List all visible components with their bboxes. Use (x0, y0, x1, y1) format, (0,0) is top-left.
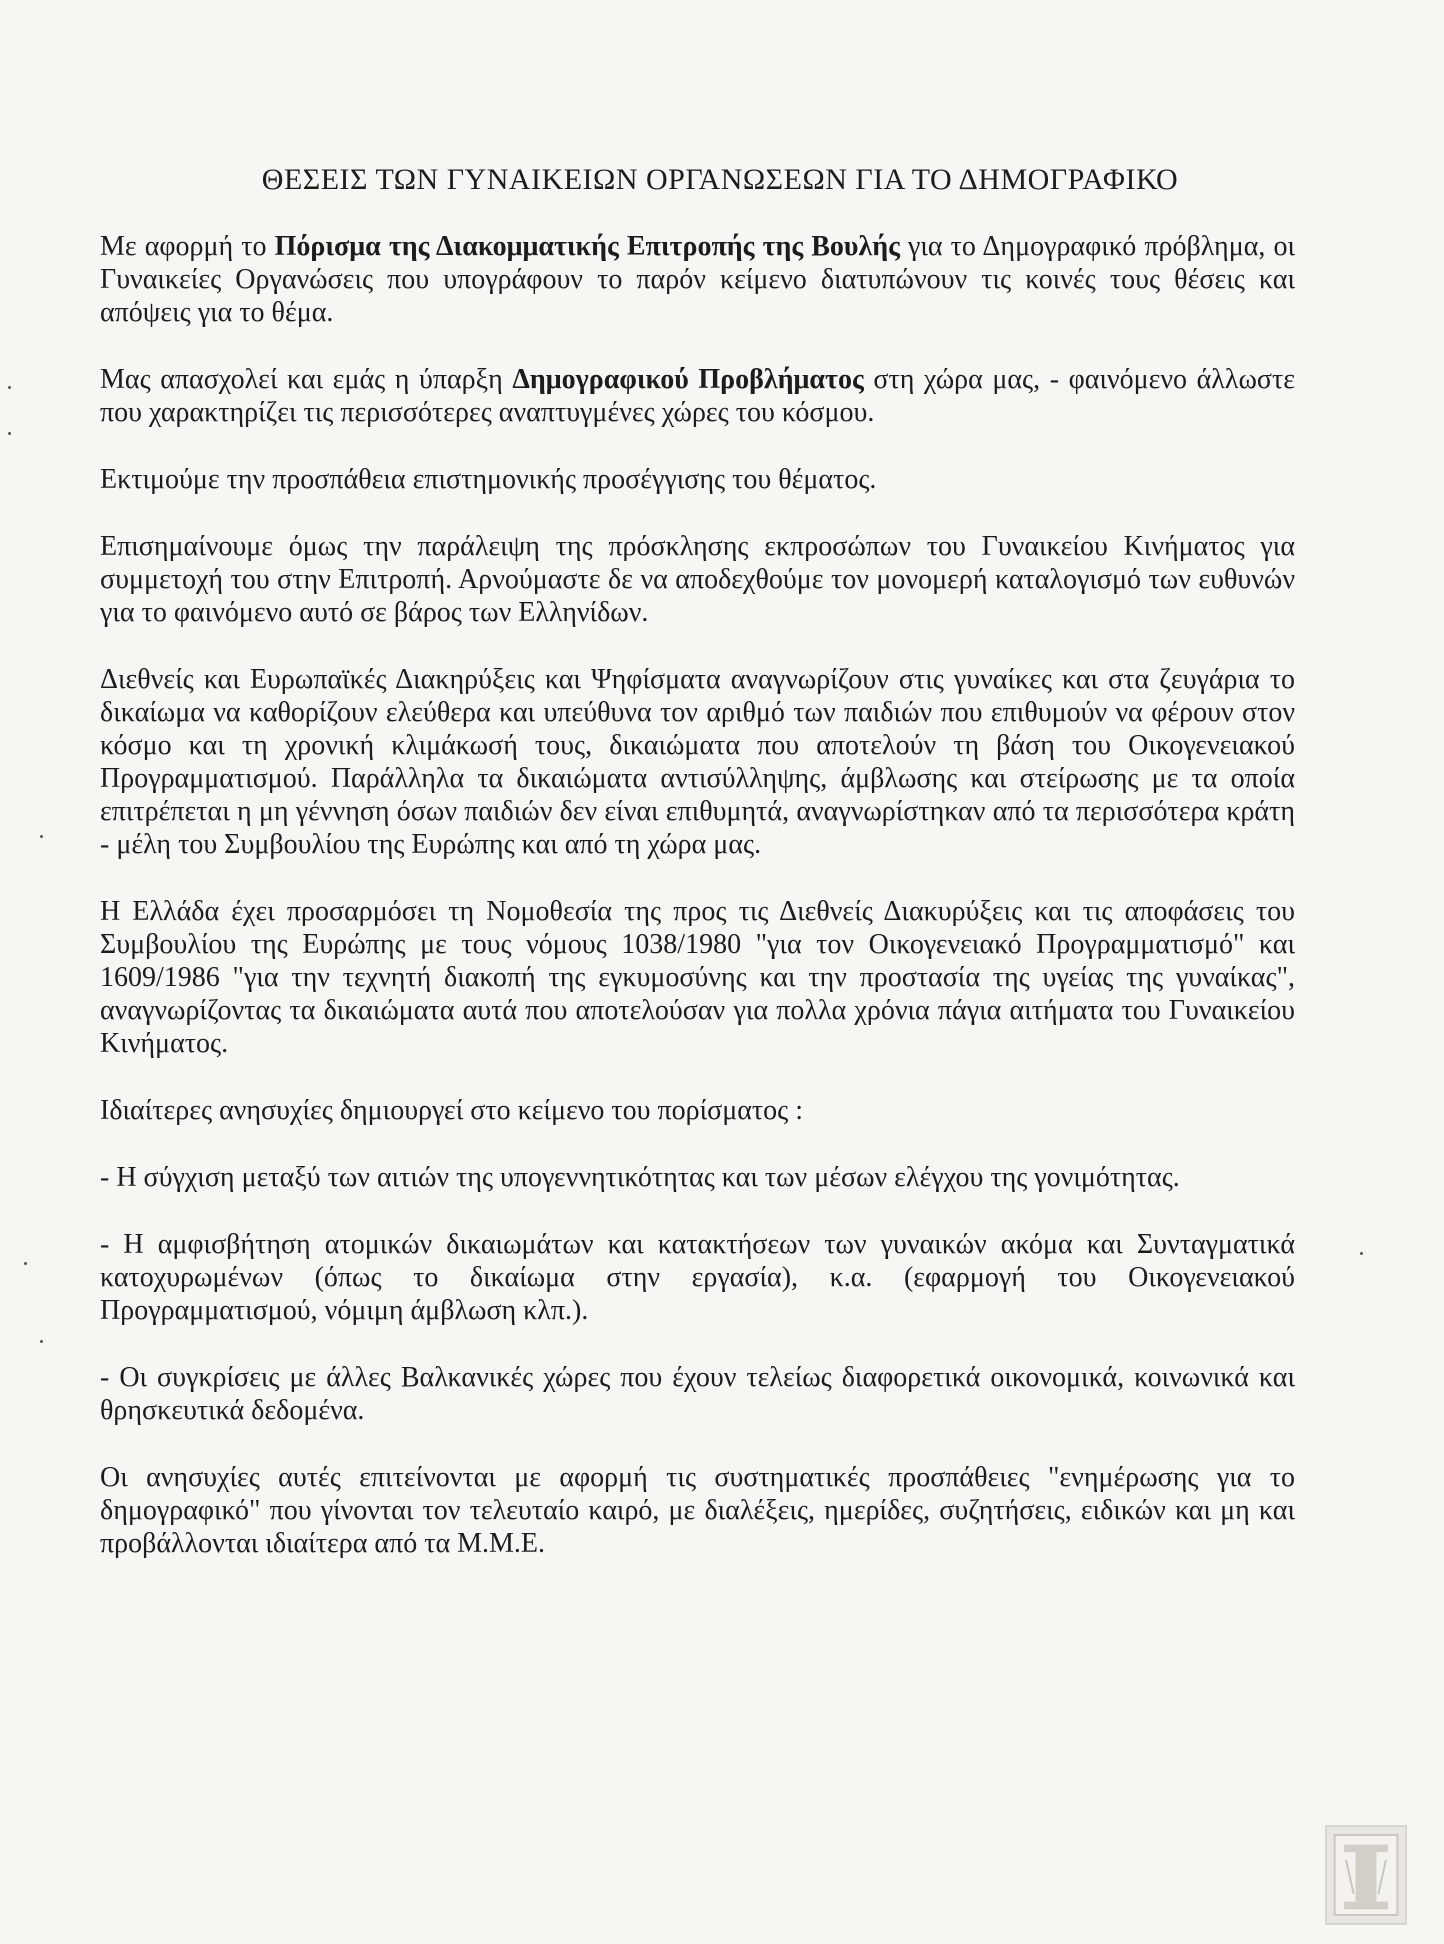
paragraph-6: Η Ελλάδα έχει προσαρμόσει τη Νομοθεσία της προς τις Διεθνείς Διακυρύξεις και τις αποφάσεις του Συμβουλίου της Ευρώπης με τους νόμους 1038/1980 "για τον Οικογενειακό Προγραμματισμό" και 1609/1986 "για την τεχνητή διακοπή της εγκυμοσύνης και την προστασία της υγείας της γυναίκας", αναγνωρίζοντας τα δικαιώματα αυτά που αποτελούσαν για πολλα χρόνια πάγια αιτήματα του Γυναικείου Κινήματος. (100, 896, 1295, 1059)
paragraph-7: Ιδιαίτερες ανησυχίες δημιουργεί στο κείμενο του πορίσματος : (100, 1095, 804, 1126)
paragraph-1-text-b: για το Δημογραφικό πρόβλημα, οι Γυναικείες Οργανώσεις που υπογράφουν το παρόν κείμενο διατυπώνουν τις κοινές τους θέσεις και απόψεις για το θέμα. (100, 231, 1295, 328)
document-body (100, 160, 1295, 1594)
archive-logo-icon (1325, 1825, 1407, 1925)
paragraph-3: Εκτιμούμε την προσπάθεια επιστημονικής προσέγγισης του θέματος. (100, 464, 877, 495)
scan-speck (8, 432, 11, 435)
scan-speck (8, 386, 11, 389)
paragraph-2 (100, 363, 1295, 429)
bullet-3: - Οι συγκρίσεις με άλλες Βαλκανικές χώρες που έχουν τελείως διαφορετικά οικονομικά, κοινωνικά και θρησκευτικά δεδομένα. (100, 1362, 1295, 1426)
scan-speck (1360, 1252, 1363, 1255)
paragraph-1 (100, 230, 1295, 329)
scan-speck (24, 1262, 27, 1265)
paragraph-final: Οι ανησυχίες αυτές επιτείνονται με αφορμή τις συστηματικές προσπάθειες "ενημέρωσης για το δημογραφικό" που γίνονται τον τελευταίο καιρό, με διαλέξεις, ημερίδες, συζητήσεις, ειδικών και μη και προβάλλονται ιδιαίτερα από τα Μ.Μ.Ε. (100, 1462, 1295, 1559)
paragraph-5: Διεθνείς και Ευρωπαϊκές Διακηρύξεις και Ψηφίσματα αναγνωρίζουν στις γυναίκες και στα ζευγάρια το δικαίωμα να καθορίζουν ελεύθερα και υπεύθυνα τον αριθμό των παιδιών που επιθυμούν να φέρουν στον κόσμο και τη χρονική κλιμάκωσή τους, δικαιώματα που αποτελούν τη βάση του Οικογενειακού Προγραμματισμού. Παράλληλα τα δικαιώματα αντισύλληψης, άμβλωσης και στείρωσης με τα οποία επιτρέπεται η μη γέννηση όσων παιδιών δεν είναι επιθυμητά, αναγνωρίστηκαν από τα περισσότερα κράτη - μέλη του Συμβουλίου της Ευρώπης και από τη χώρα μας. (100, 664, 1295, 860)
paragraph-2-bold: Δημογραφικού Προβλήματος (512, 364, 864, 395)
paragraph-2-text-a: Μας απασχολεί και εμάς η ύπαρξη (100, 364, 513, 395)
document-title: ΘΕΣΕΙΣ ΤΩΝ ΓΥΝΑΙΚΕΙΩΝ ΟΡΓΑΝΩΣΕΩΝ ΓΙΑ ΤΟ ΔΗΜΟΓΡΑΦΙΚΟ (261, 163, 1179, 196)
paragraph-1-text-a: Με αφορμή το (100, 231, 275, 262)
bullet-1: - Η σύγχιση μεταξύ των αιτιών της υπογεννητικότητας και των μέσων ελέγχου της γονιμότητας. (100, 1162, 1180, 1193)
paragraph-1-bold: Πόρισμα της Διακομματικής Επιτροπής της Βουλής (274, 231, 900, 262)
paragraph-2-text-b: στη χώρα μας, - φαινόμενο άλλωστε που χαρακτηρίζει τις περισσότερες αναπτυγμένες χώρες του κόσμου. (100, 364, 1295, 428)
scan-speck (40, 1340, 43, 1343)
paragraph-4: Επισημαίνουμε όμως την παράλειψη της πρόσκλησης εκπροσώπων του Γυναικείου Κινήματος για συμμετοχή του στην Επιτροπή. Αρνούμαστε δε να αποδεχθούμε τον μονομερή καταλογισμό των ευθυνών για το φαινόμενο αυτό σε βάρος των Ελληνίδων. (100, 531, 1295, 628)
bullet-2: - Η αμφισβήτηση ατομικών δικαιωμάτων και κατακτήσεων των γυναικών ακόμα και Συνταγματικά κατοχυρωμένων (όπως το δικαίωμα στην εργασία), κ.α. (εφαρμογή του Οικογενειακού Προγραμματισμού, νόμιμη άμβλωση κλπ.). (100, 1229, 1295, 1326)
scan-speck (40, 835, 43, 838)
